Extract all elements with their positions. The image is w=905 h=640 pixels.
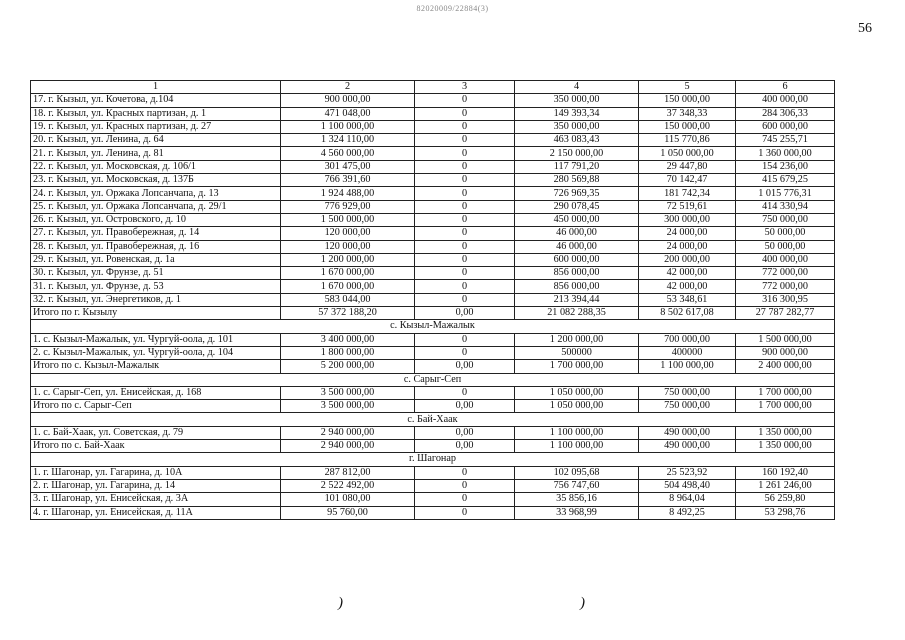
value-cell: 0 xyxy=(415,280,515,293)
value-cell: 117 791,20 xyxy=(515,160,639,173)
value-cell: 700 000,00 xyxy=(639,333,736,346)
address-cell: 27. г. Кызыл, ул. Правобережная, д. 14 xyxy=(31,227,281,240)
value-cell: 287 812,00 xyxy=(281,466,415,479)
value-cell: 3 500 000,00 xyxy=(281,400,415,413)
value-cell: 600 000,00 xyxy=(515,253,639,266)
address-cell: 23. г. Кызыл, ул. Московская, д. 137Б xyxy=(31,174,281,187)
value-cell: 745 255,71 xyxy=(736,134,835,147)
value-cell: 53 298,76 xyxy=(736,506,835,519)
address-cell: 20. г. Кызыл, ул. Ленина, д. 64 xyxy=(31,134,281,147)
value-cell: 57 372 188,20 xyxy=(281,307,415,320)
value-cell: 120 000,00 xyxy=(281,227,415,240)
table-row xyxy=(31,253,835,266)
value-cell: 2 522 492,00 xyxy=(281,479,415,492)
value-cell: 0 xyxy=(415,346,515,359)
address-cell: 19. г. Кызыл, ул. Красных партизан, д. 27 xyxy=(31,120,281,133)
value-cell: 0,00 xyxy=(415,400,515,413)
address-cell: 18. г. Кызыл, ул. Красных партизан, д. 1 xyxy=(31,107,281,120)
value-cell: 101 080,00 xyxy=(281,493,415,506)
table-row xyxy=(31,400,835,413)
value-cell: 290 078,45 xyxy=(515,200,639,213)
address-cell: 26. г. Кызыл, ул. Островского, д. 10 xyxy=(31,213,281,226)
value-cell: 600 000,00 xyxy=(736,120,835,133)
address-cell: 28. г. Кызыл, ул. Правобережная, д. 16 xyxy=(31,240,281,253)
value-cell: 2 940 000,00 xyxy=(281,440,415,453)
address-cell: 22. г. Кызыл, ул. Московская, д. 106/1 xyxy=(31,160,281,173)
table-row xyxy=(31,346,835,359)
value-cell: 150 000,00 xyxy=(639,94,736,107)
table-row xyxy=(31,174,835,187)
value-cell: 284 306,33 xyxy=(736,107,835,120)
table-row xyxy=(31,466,835,479)
value-cell: 0 xyxy=(415,227,515,240)
value-cell: 1 100 000,00 xyxy=(515,426,639,439)
value-cell: 46 000,00 xyxy=(515,227,639,240)
value-cell: 400000 xyxy=(639,346,736,359)
section-title: с. Кызыл-Мажалык xyxy=(31,320,835,333)
value-cell: 37 348,33 xyxy=(639,107,736,120)
value-cell: 42 000,00 xyxy=(639,267,736,280)
value-cell: 0 xyxy=(415,160,515,173)
value-cell: 0 xyxy=(415,386,515,399)
value-cell: 0 xyxy=(415,466,515,479)
value-cell: 500000 xyxy=(515,346,639,359)
value-cell: 900 000,00 xyxy=(281,94,415,107)
table-row xyxy=(31,360,835,373)
address-cell: Итого по с. Бай-Хаак xyxy=(31,440,281,453)
value-cell: 27 787 282,77 xyxy=(736,307,835,320)
table-row xyxy=(31,147,835,160)
value-cell: 150 000,00 xyxy=(639,120,736,133)
value-cell: 0,00 xyxy=(415,440,515,453)
value-cell: 0 xyxy=(415,506,515,519)
column-header: 6 xyxy=(736,81,835,94)
value-cell: 1 700 000,00 xyxy=(736,400,835,413)
address-cell: 2. г. Шагонар, ул. Гагарина, д. 14 xyxy=(31,479,281,492)
address-cell: 17. г. Кызыл, ул. Кочетова, д.104 xyxy=(31,94,281,107)
section-title: с. Сарыг-Сеп xyxy=(31,373,835,386)
value-cell: 1 800 000,00 xyxy=(281,346,415,359)
table-header-row xyxy=(31,81,835,94)
table-row xyxy=(31,479,835,492)
value-cell: 504 498,40 xyxy=(639,479,736,492)
value-cell: 70 142,47 xyxy=(639,174,736,187)
value-cell: 0 xyxy=(415,174,515,187)
address-cell: 4. г. Шагонар, ул. Енисейская, д. 11А xyxy=(31,506,281,519)
value-cell: 50 000,00 xyxy=(736,227,835,240)
value-cell: 102 095,68 xyxy=(515,466,639,479)
value-cell: 756 747,60 xyxy=(515,479,639,492)
table-row xyxy=(31,280,835,293)
address-cell: 1. г. Шагонар, ул. Гагарина, д. 10А xyxy=(31,466,281,479)
value-cell: 24 000,00 xyxy=(639,240,736,253)
value-cell: 115 770,86 xyxy=(639,134,736,147)
value-cell: 490 000,00 xyxy=(639,426,736,439)
address-cell: 29. г. Кызыл, ул. Ровенская, д. 1а xyxy=(31,253,281,266)
value-cell: 772 000,00 xyxy=(736,267,835,280)
column-header: 2 xyxy=(281,81,415,94)
document-id: 82020009/22884(3) xyxy=(416,4,489,13)
address-cell: 21. г. Кызыл, ул. Ленина, д. 81 xyxy=(31,147,281,160)
value-cell: 0 xyxy=(415,293,515,306)
value-cell: 1 050 000,00 xyxy=(515,386,639,399)
address-cell: 1. с. Кызыл-Мажалык, ул. Чургуй-оола, д. 101 xyxy=(31,333,281,346)
value-cell: 490 000,00 xyxy=(639,440,736,453)
value-cell: 149 393,34 xyxy=(515,107,639,120)
value-cell: 1 360 000,00 xyxy=(736,147,835,160)
table-row xyxy=(31,160,835,173)
value-cell: 120 000,00 xyxy=(281,240,415,253)
value-cell: 750 000,00 xyxy=(736,213,835,226)
value-cell: 350 000,00 xyxy=(515,94,639,107)
value-cell: 35 856,16 xyxy=(515,493,639,506)
value-cell: 0 xyxy=(415,333,515,346)
value-cell: 33 968,99 xyxy=(515,506,639,519)
handwritten-mark-right: ) xyxy=(580,595,585,611)
value-cell: 3 500 000,00 xyxy=(281,386,415,399)
value-cell: 0 xyxy=(415,240,515,253)
value-cell: 46 000,00 xyxy=(515,240,639,253)
value-cell: 24 000,00 xyxy=(639,227,736,240)
value-cell: 72 519,61 xyxy=(639,200,736,213)
section-title: г. Шагонар xyxy=(31,453,835,466)
value-cell: 0,00 xyxy=(415,426,515,439)
column-header: 3 xyxy=(415,81,515,94)
value-cell: 21 082 288,35 xyxy=(515,307,639,320)
value-cell: 1 200 000,00 xyxy=(515,333,639,346)
value-cell: 301 475,00 xyxy=(281,160,415,173)
value-cell: 0 xyxy=(415,479,515,492)
value-cell: 1 500 000,00 xyxy=(281,213,415,226)
table-row xyxy=(31,307,835,320)
value-cell: 1 100 000,00 xyxy=(639,360,736,373)
value-cell: 0,00 xyxy=(415,360,515,373)
value-cell: 1 350 000,00 xyxy=(736,426,835,439)
value-cell: 776 929,00 xyxy=(281,200,415,213)
value-cell: 0 xyxy=(415,120,515,133)
value-cell: 8 502 617,08 xyxy=(639,307,736,320)
value-cell: 1 050 000,00 xyxy=(515,400,639,413)
value-cell: 181 742,34 xyxy=(639,187,736,200)
value-cell: 1 700 000,00 xyxy=(515,360,639,373)
value-cell: 5 200 000,00 xyxy=(281,360,415,373)
value-cell: 200 000,00 xyxy=(639,253,736,266)
value-cell: 0 xyxy=(415,200,515,213)
data-table xyxy=(30,80,835,520)
value-cell: 400 000,00 xyxy=(736,253,835,266)
table-row xyxy=(31,506,835,519)
table-row xyxy=(31,333,835,346)
value-cell: 1 700 000,00 xyxy=(736,386,835,399)
address-cell: 1. с. Бай-Хаак, ул. Советская, д. 79 xyxy=(31,426,281,439)
table-row xyxy=(31,240,835,253)
address-cell: 32. г. Кызыл, ул. Энергетиков, д. 1 xyxy=(31,293,281,306)
table-row xyxy=(31,94,835,107)
value-cell: 1 015 776,31 xyxy=(736,187,835,200)
value-cell: 25 523,92 xyxy=(639,466,736,479)
value-cell: 415 679,25 xyxy=(736,174,835,187)
address-cell: 24. г. Кызыл, ул. Оржака Лопсанчапа, д. 13 xyxy=(31,187,281,200)
value-cell: 0 xyxy=(415,493,515,506)
value-cell: 900 000,00 xyxy=(736,346,835,359)
address-cell: 25. г. Кызыл, ул. Оржака Лопсанчапа, д. 29/1 xyxy=(31,200,281,213)
value-cell: 56 259,80 xyxy=(736,493,835,506)
value-cell: 0 xyxy=(415,187,515,200)
value-cell: 350 000,00 xyxy=(515,120,639,133)
value-cell: 414 330,94 xyxy=(736,200,835,213)
value-cell: 8 964,04 xyxy=(639,493,736,506)
value-cell: 1 100 000,00 xyxy=(281,120,415,133)
value-cell: 95 760,00 xyxy=(281,506,415,519)
value-cell: 8 492,25 xyxy=(639,506,736,519)
value-cell: 4 560 000,00 xyxy=(281,147,415,160)
value-cell: 53 348,61 xyxy=(639,293,736,306)
address-cell: 1. с. Сарыг-Сеп, ул. Енисейская, д. 168 xyxy=(31,386,281,399)
value-cell: 400 000,00 xyxy=(736,94,835,107)
table-row xyxy=(31,120,835,133)
value-cell: 1 350 000,00 xyxy=(736,440,835,453)
table-row xyxy=(31,107,835,120)
value-cell: 1 100 000,00 xyxy=(515,440,639,453)
table-row xyxy=(31,440,835,453)
value-cell: 154 236,00 xyxy=(736,160,835,173)
value-cell: 160 192,40 xyxy=(736,466,835,479)
value-cell: 42 000,00 xyxy=(639,280,736,293)
address-cell: 30. г. Кызыл, ул. Фрунзе, д. 51 xyxy=(31,267,281,280)
value-cell: 1 670 000,00 xyxy=(281,267,415,280)
table-row xyxy=(31,134,835,147)
table-row xyxy=(31,426,835,439)
value-cell: 1 200 000,00 xyxy=(281,253,415,266)
value-cell: 1 050 000,00 xyxy=(639,147,736,160)
value-cell: 300 000,00 xyxy=(639,213,736,226)
value-cell: 772 000,00 xyxy=(736,280,835,293)
value-cell: 856 000,00 xyxy=(515,267,639,280)
value-cell: 1 670 000,00 xyxy=(281,280,415,293)
value-cell: 0 xyxy=(415,147,515,160)
value-cell: 766 391,60 xyxy=(281,174,415,187)
value-cell: 2 150 000,00 xyxy=(515,147,639,160)
value-cell: 450 000,00 xyxy=(515,213,639,226)
section-title: с. Бай-Хаак xyxy=(31,413,835,426)
address-cell: Итого по с. Сарыг-Сеп xyxy=(31,400,281,413)
handwritten-mark-left: ) xyxy=(338,595,343,611)
column-header: 5 xyxy=(639,81,736,94)
value-cell: 0 xyxy=(415,94,515,107)
value-cell: 583 044,00 xyxy=(281,293,415,306)
value-cell: 0 xyxy=(415,134,515,147)
value-cell: 1 261 246,00 xyxy=(736,479,835,492)
table-body xyxy=(31,94,835,520)
value-cell: 1 500 000,00 xyxy=(736,333,835,346)
table-row xyxy=(31,493,835,506)
value-cell: 50 000,00 xyxy=(736,240,835,253)
value-cell: 2 940 000,00 xyxy=(281,426,415,439)
value-cell: 471 048,00 xyxy=(281,107,415,120)
value-cell: 1 324 110,00 xyxy=(281,134,415,147)
address-cell: Итого по г. Кызылу xyxy=(31,307,281,320)
table-row xyxy=(31,187,835,200)
table-row xyxy=(31,267,835,280)
table-row xyxy=(31,200,835,213)
value-cell: 213 394,44 xyxy=(515,293,639,306)
value-cell: 0 xyxy=(415,213,515,226)
value-cell: 2 400 000,00 xyxy=(736,360,835,373)
value-cell: 3 400 000,00 xyxy=(281,333,415,346)
table-row xyxy=(31,213,835,226)
section-header-row xyxy=(31,373,835,386)
value-cell: 316 300,95 xyxy=(736,293,835,306)
value-cell: 750 000,00 xyxy=(639,400,736,413)
value-cell: 750 000,00 xyxy=(639,386,736,399)
address-cell: 31. г. Кызыл, ул. Фрунзе, д. 53 xyxy=(31,280,281,293)
value-cell: 0,00 xyxy=(415,307,515,320)
address-cell: Итого по с. Кызыл-Мажалык xyxy=(31,360,281,373)
value-cell: 1 924 488,00 xyxy=(281,187,415,200)
address-cell: 3. г. Шагонар, ул. Енисейская, д. 3А xyxy=(31,493,281,506)
section-header-row xyxy=(31,320,835,333)
value-cell: 856 000,00 xyxy=(515,280,639,293)
value-cell: 0 xyxy=(415,253,515,266)
value-cell: 463 083,43 xyxy=(515,134,639,147)
table-row xyxy=(31,386,835,399)
section-header-row xyxy=(31,453,835,466)
value-cell: 0 xyxy=(415,107,515,120)
column-header: 1 xyxy=(31,81,281,94)
page-number: 56 xyxy=(858,21,872,36)
table-row xyxy=(31,293,835,306)
value-cell: 726 969,35 xyxy=(515,187,639,200)
value-cell: 29 447,80 xyxy=(639,160,736,173)
value-cell: 280 569,88 xyxy=(515,174,639,187)
value-cell: 0 xyxy=(415,267,515,280)
section-header-row xyxy=(31,413,835,426)
column-header: 4 xyxy=(515,81,639,94)
table-row xyxy=(31,227,835,240)
address-cell: 2. с. Кызыл-Мажалык, ул. Чургуй-оола, д. 104 xyxy=(31,346,281,359)
